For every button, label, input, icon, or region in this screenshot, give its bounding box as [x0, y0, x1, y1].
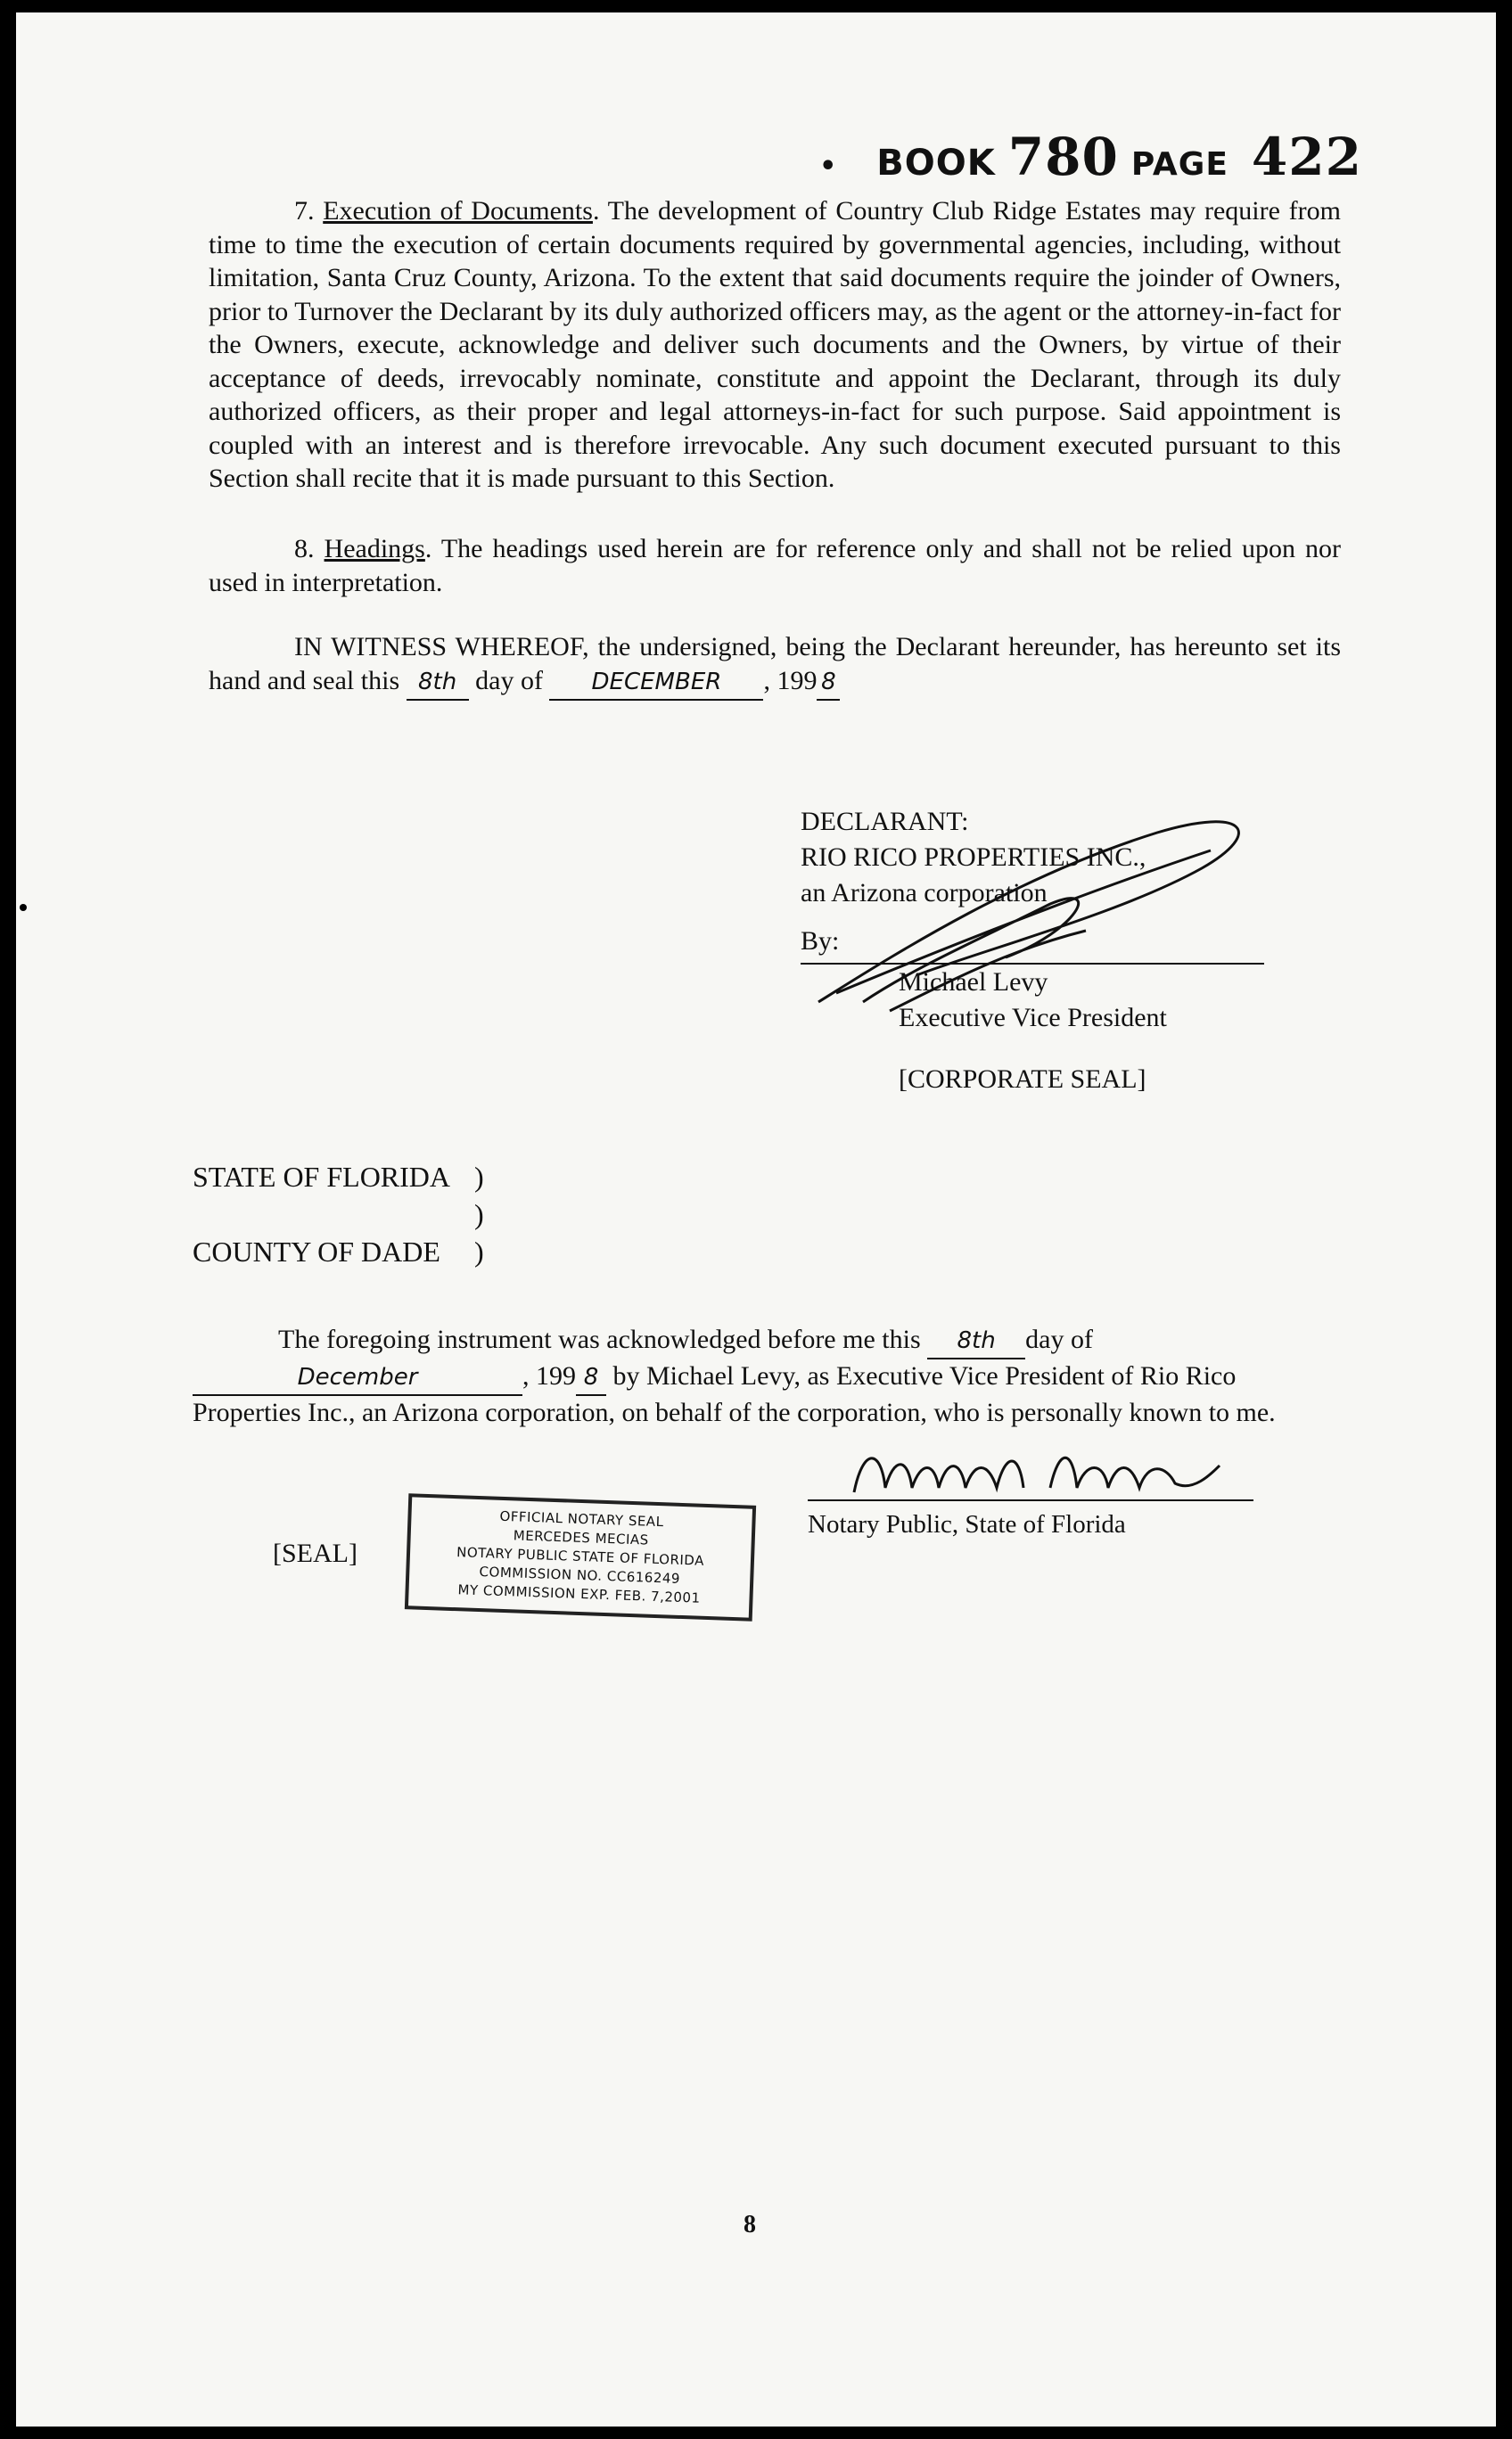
witness-clause [209, 630, 1341, 701]
section-8-heading: Headings [324, 534, 425, 563]
ack-day: 8th [927, 1324, 1025, 1359]
section-7-text: The development of Country Club Ridge Estates may require from time to time the execution of certain documents required by governmental agencies, including, without limitation, Santa Cruz County, Arizona. To the extent that said documents require the joinder of Owners, prior to Turnover the Declarant by its duly authorized officers may, as the agent or the attorney-in-fact for the Owners, execute, acknowledge and deliver such documents and the Owners, by virtue of their acceptance of deeds, irrevocably nominate, constitute and appoint the Declarant, through its duly authorized officers, as their proper and legal attorneys-in-fact for such purpose. Said appointment is coupled with an interest and is therefore irrevocable. Any such document executed pursuant to this Section shall recite that it is made pursuant to this Section. [209, 196, 1341, 493]
witness-year-digit: 8 [817, 666, 840, 702]
venue-paren: ) [474, 1236, 484, 1268]
declarant-descriptor: an Arizona corporation [801, 878, 1048, 907]
declarant-company: RIO RICO PROPERTIES INC., [801, 842, 1146, 872]
section-8: 8. Headings. The headings used herein are for reference only and shall not be relied upon nor used in interpretation. [209, 534, 1341, 597]
venue-state: STATE OF FLORIDA [193, 1161, 451, 1193]
witness-month: DECEMBER [549, 666, 763, 702]
signature-line [801, 924, 1264, 965]
section-8-text: The headings used herein are for reference only and shall not be relied upon nor used in interpretation. [209, 534, 1341, 597]
ack-lead: The foregoing instrument was acknowledged before me this [278, 1325, 921, 1354]
venue-county: COUNTY OF DADE [193, 1236, 440, 1268]
witness-day-of: day of [475, 665, 543, 695]
section-7-number: 7. [294, 196, 315, 226]
scan-mark [20, 904, 27, 911]
stamp-line: COMMISSION NO. CC616249 [479, 1564, 681, 1587]
document-page [16, 12, 1496, 2427]
book-label: BOOK [876, 143, 996, 184]
corporate-seal-label: [CORPORATE SEAL] [899, 1064, 1146, 1094]
section-7-heading: Execution of Documents [323, 196, 593, 226]
acknowledgment [193, 1323, 1335, 1430]
ack-rest: by Michael Levy, as Executive Vice President of Rio Rico Properties Inc., an Arizona corporation, on behalf of the corporation, who is personally known to me. [193, 1361, 1276, 1427]
ack-year-prefix: , 199 [522, 1361, 576, 1391]
witness-text: IN WITNESS WHEREOF, the undersigned, being the Declarant hereunder, has hereunto set its hand and seal this [209, 632, 1341, 695]
witness-day: 8th [407, 666, 469, 702]
ack-day-of: day of [1025, 1325, 1093, 1354]
ack-year-digit: 8 [576, 1360, 606, 1396]
page-label: PAGE [1130, 146, 1228, 183]
by-label: By: [801, 926, 840, 956]
stamp-line: MERCEDES MECIAS [513, 1527, 650, 1548]
declarant-signature-block [801, 804, 1264, 1036]
seal-label: [SEAL] [273, 1539, 357, 1568]
stamp-line: OFFICIAL NOTARY SEAL [499, 1507, 664, 1531]
section-7: 7. Execution of Documents. The development of Country Club Ridge Estates may require from time to time the execution of certain documents required by governmental agencies, including, without limitation, Santa Cruz County, Arizona. To the extent that said documents require the joinder of Owners, prior to Turnover the Declarant by its duly authorized officers may, as the agent or the attorney-in-fact for the Owners, execute, acknowledge and deliver such documents and the Owners, by virtue of their acceptance of deeds, irrevocably nominate, constitute and appoint the Declarant, through its duly authorized officers, as their proper and legal attorneys-in-fact for such purpose. Said appointment is coupled with an interest and is therefore irrevocable. Any such document executed pursuant to this Section shall recite that it is made pursuant to this Section. [209, 196, 1341, 493]
ack-month: December [193, 1360, 522, 1396]
witness-year-prefix: , 199 [763, 665, 818, 695]
notary-title: Notary Public, State of Florida [808, 1510, 1126, 1539]
venue-paren: ) [474, 1161, 484, 1193]
venue-block [193, 1158, 484, 1270]
stamp-line: MY COMMISSION EXP. FEB. 7,2001 [457, 1581, 701, 1606]
notary-stamp [405, 1493, 756, 1622]
book-number: 780 [1007, 127, 1119, 187]
venue-paren: ) [474, 1198, 484, 1230]
page-footer-number: 8 [744, 2211, 756, 2238]
page-number-header: 422 [1251, 127, 1362, 187]
section-8-number: 8. [294, 534, 315, 563]
recording-header [819, 127, 1362, 187]
header-dot: • [819, 151, 838, 182]
notary-signature-line [808, 1499, 1253, 1501]
declarant-label: DECLARANT: [801, 807, 969, 836]
officer-name: Michael Levy [899, 967, 1048, 997]
officer-title: Executive Vice President [899, 1003, 1167, 1032]
stamp-line: NOTARY PUBLIC STATE OF FLORIDA [456, 1544, 705, 1569]
